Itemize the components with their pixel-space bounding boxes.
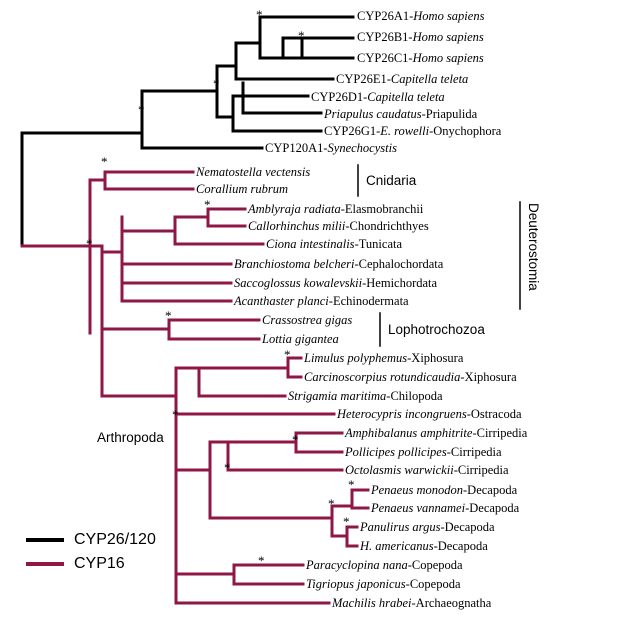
tip-label-species: Lottia gigantea [262, 332, 339, 346]
legend-swatch-cyp26-120 [26, 538, 64, 542]
tip-label-text: -Xiphosura [460, 370, 517, 384]
tip-label-text: -Hemichordata [362, 276, 438, 290]
tip-label-species: Panulirus argus [360, 520, 441, 534]
tip-label-species: Crassostrea gigas [262, 313, 353, 327]
tip-label [360, 521, 495, 533]
tip-label-species: Acanthaster planci [234, 294, 329, 308]
tip-label [332, 597, 491, 609]
tip-label [304, 352, 463, 364]
support-star: * [256, 7, 263, 22]
tip-label-text: CYP120A1- [265, 141, 328, 155]
support-star: * [298, 28, 305, 43]
tip-label [345, 446, 502, 458]
tip-label-species: Limulus polyphemus [304, 351, 408, 365]
tip-label-text: -Decapoda [465, 501, 520, 515]
tip-label-species: E. rowelli [380, 124, 430, 138]
tip-label-text: CYP26D1- [311, 90, 368, 104]
tip-label-species: Paracyclopina nana [306, 558, 408, 572]
tip-label-text: -Cirripedia [446, 445, 502, 459]
support-star: * [86, 236, 93, 251]
tip-label-text: -Elasmobranchii [340, 202, 424, 216]
tip-label-species: Penaeus vannamei [371, 501, 466, 515]
tip-label [306, 559, 463, 571]
legend-swatch-cyp16 [26, 562, 64, 566]
tip-label [357, 52, 484, 64]
tip-label-species: Nematostella vectensis [196, 165, 311, 179]
support-star: * [292, 432, 299, 447]
tip-label [234, 258, 443, 270]
tip-label [248, 220, 429, 232]
support-star: * [343, 514, 350, 529]
tip-label-species: Amblyraja radiata [248, 202, 341, 216]
tip-label-text: -Chondrichthyes [345, 219, 429, 233]
tip-label-text: -Decapoda [433, 539, 488, 553]
tip-label [371, 484, 517, 496]
tip-label-text: CYP26A1- [357, 9, 414, 23]
group-label-deuterostomia: Deuterostomia [526, 203, 541, 291]
tip-label-species: Machilis hrabei [332, 596, 412, 610]
tip-label-species: Homo sapiens [412, 51, 484, 65]
tip-label [306, 578, 461, 590]
tip-label-text: CYP26E1- [336, 72, 391, 86]
legend [26, 528, 156, 576]
tip-label-species: Ciona intestinalis [266, 237, 355, 251]
tip-label [324, 125, 501, 137]
tip-label-species: Amphibalanus amphitrite [345, 426, 473, 440]
tip-label-species: Callorhinchus milii [248, 219, 346, 233]
tip-label-text: -Xiphosura [407, 351, 464, 365]
support-star: * [328, 496, 335, 511]
tip-label [196, 183, 288, 195]
tip-label-text: CYP26C1- [357, 51, 413, 65]
tip-label-species: Synechocystis [327, 141, 397, 155]
tip-label [288, 390, 443, 402]
legend-label-cyp16: CYP16 [74, 555, 125, 572]
support-star: * [204, 197, 211, 212]
tip-label-species: Homo sapiens [412, 30, 484, 44]
tip-label-species: Homo sapiens [413, 9, 485, 23]
tip-label-species: Penaeus monodon [371, 483, 463, 497]
tip-label-text: -Chilopoda [386, 389, 443, 403]
support-star: * [165, 308, 172, 323]
legend-label-cyp26-120: CYP26/120 [74, 531, 156, 548]
support-star: * [101, 154, 108, 169]
support-star: * [348, 477, 355, 492]
tip-label [345, 427, 527, 439]
tip-label-species: H. americanus [360, 539, 434, 553]
tip-label [266, 238, 402, 250]
tip-label-text: CYP26B1- [357, 30, 413, 44]
tip-label-species: Tigriopus japonicus [306, 577, 406, 591]
support-star: * [284, 347, 291, 362]
tip-label-species: Corallium rubrum [196, 182, 289, 196]
tip-label-species: Saccoglossus kowalevskii [234, 276, 363, 290]
tip-label [357, 31, 484, 43]
tip-label [262, 314, 352, 326]
tip-label-species: Priapulus caudatus [324, 107, 422, 121]
tip-label [345, 464, 509, 476]
tip-label-text: -Cirripedia [472, 426, 528, 440]
legend-item-cyp16 [26, 552, 156, 576]
tip-label-species: Capitella teleta [367, 90, 445, 104]
tip-label [337, 408, 522, 420]
tip-label-text: -Cephalochordata [354, 257, 444, 271]
support-star: * [213, 76, 220, 91]
tip-label [262, 333, 339, 345]
legend-item-cyp26-120 [26, 528, 156, 552]
tip-label [336, 73, 468, 85]
tip-label-species: Strigamia maritima [288, 389, 387, 403]
tip-label [248, 203, 423, 215]
tip-label [304, 371, 517, 383]
group-label-lophotrochozoa: Lophotrochozoa [388, 322, 485, 337]
tip-label-species: Pollicipes pollicipes [345, 445, 447, 459]
tip-label-text: -Archaeognatha [411, 596, 492, 610]
tip-label-species: Capitella teleta [390, 72, 469, 86]
tip-label [196, 166, 310, 178]
tip-label [324, 108, 477, 120]
tip-label-text: CYP26G1- [324, 124, 381, 138]
support-star: * [258, 553, 265, 568]
tip-label-text: -Copepoda [405, 577, 461, 591]
support-star: * [138, 102, 145, 117]
tip-label [265, 142, 397, 154]
tip-label-text: -Decapoda [463, 483, 518, 497]
support-star: * [172, 407, 179, 422]
tip-label-species: Heterocypris incongruens [337, 407, 467, 421]
tip-label [360, 540, 488, 552]
tip-label-text: -Decapoda [440, 520, 495, 534]
tip-label [234, 277, 437, 289]
tip-label [357, 10, 484, 22]
tip-label-species: Carcinoscorpius rotundicaudia [304, 370, 461, 384]
tip-label [371, 502, 519, 514]
tip-label-species: Branchiostoma belcheri [234, 257, 355, 271]
tip-label [311, 91, 445, 103]
tip-label-text: -Tunicata [354, 237, 403, 251]
tip-label-suffix: -Onychophora [429, 124, 502, 138]
tip-label-text: -Echinodermata [328, 294, 409, 308]
tip-label-text: -Cirripedia [453, 463, 509, 477]
tip-label-text: -Priapulida [421, 107, 478, 121]
group-label-arthropoda: Arthropoda [97, 430, 164, 445]
tip-label-species: Octolasmis warwickii [345, 463, 454, 477]
support-star: * [224, 460, 231, 475]
tip-label-text: -Ostracoda [466, 407, 522, 421]
group-label-cnidaria: Cnidaria [366, 173, 417, 188]
tip-label-text: -Copepoda [407, 558, 463, 572]
tip-label [234, 295, 409, 307]
